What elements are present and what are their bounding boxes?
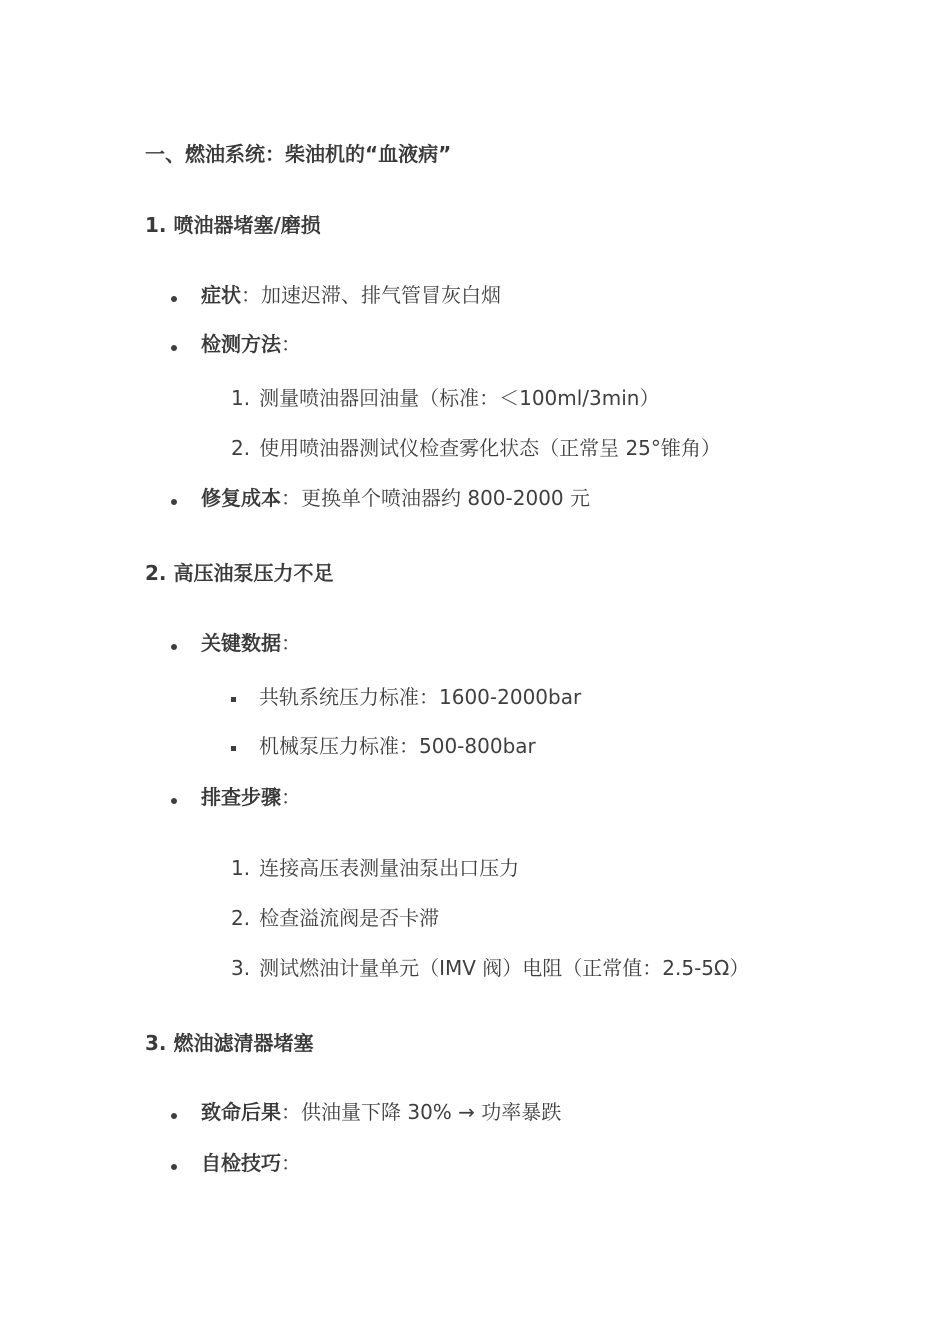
- item-label: 检测方法: [201, 332, 281, 356]
- subsection-number: 3.: [145, 1031, 167, 1055]
- bullet-icon: [171, 345, 177, 351]
- item-text: 使用喷油器测试仪检查雾化状态（正常呈 25°锥角）: [259, 436, 721, 460]
- bullet-icon: [171, 644, 177, 650]
- item-text: 连接高压表测量油泵出口压力: [259, 856, 520, 880]
- square-bullet-icon: [231, 697, 236, 702]
- subsection-number: 2.: [145, 561, 167, 585]
- list-item-method: [201, 330, 301, 358]
- item-text: 检查溢流阀是否卡滞: [259, 906, 440, 930]
- item-label: 症状: [201, 283, 241, 307]
- item-label: 排查步骤: [201, 785, 281, 809]
- item-label: 关键数据: [201, 631, 281, 655]
- bullet-icon: [171, 798, 177, 804]
- item-number: 1.: [231, 386, 251, 410]
- numbered-item: [231, 384, 659, 412]
- sub-list-item: 机械泵压力标准：500-800bar: [259, 734, 536, 758]
- item-text: 测量喷油器回油量（标准：＜100ml/3min）: [259, 386, 660, 410]
- subsection-title: 燃油滤清器堵塞: [173, 1031, 314, 1055]
- subsection-title: 高压油泵压力不足: [173, 561, 334, 585]
- list-item-consequence: [201, 1098, 561, 1126]
- item-label: 致命后果: [201, 1100, 281, 1124]
- numbered-item: [231, 954, 749, 982]
- subsection-number: 1.: [145, 213, 167, 237]
- numbered-item: [231, 434, 721, 462]
- item-text: ：: [281, 785, 301, 809]
- numbered-item: [231, 904, 439, 932]
- list-item-steps: [201, 783, 301, 811]
- item-label: 自检技巧: [201, 1151, 281, 1175]
- list-item-cost: [201, 484, 590, 512]
- subsection-heading-1: [145, 209, 321, 238]
- item-text: ：供油量下降 30% → 功率暴跌: [281, 1100, 562, 1124]
- item-text: ：: [281, 1151, 301, 1175]
- section-heading: 一、燃油系统：柴油机的“血液病”: [145, 142, 452, 166]
- sub-list-item: 共轨系统压力标准：1600-2000bar: [259, 685, 582, 709]
- numbered-item: [231, 854, 519, 882]
- bullet-icon: [171, 1113, 177, 1119]
- bullet-icon: [171, 1164, 177, 1170]
- list-item-symptom: [201, 281, 501, 309]
- item-text: 测试燃油计量单元（IMV 阀）电阻（正常值：2.5-5Ω）: [259, 956, 750, 980]
- item-number: 2.: [231, 906, 251, 930]
- item-text: ：更换单个喷油器约 800-2000 元: [281, 486, 591, 510]
- subsection-heading-2: [145, 557, 333, 586]
- list-item-key-data: [201, 629, 301, 657]
- item-number: 1.: [231, 856, 251, 880]
- item-text: ：加速迟滞、排气管冒灰白烟: [241, 283, 501, 307]
- bullet-icon: [171, 296, 177, 302]
- square-bullet-icon: [231, 746, 236, 751]
- item-label: 修复成本: [201, 486, 281, 510]
- item-text: ：: [281, 332, 301, 356]
- item-text: ：: [281, 631, 301, 655]
- item-number: 2.: [231, 436, 251, 460]
- subsection-heading-3: [145, 1027, 313, 1056]
- list-item-selfcheck: [201, 1149, 301, 1177]
- subsection-title: 喷油器堵塞/磨损: [173, 213, 321, 237]
- bullet-icon: [171, 499, 177, 505]
- item-number: 3.: [231, 956, 251, 980]
